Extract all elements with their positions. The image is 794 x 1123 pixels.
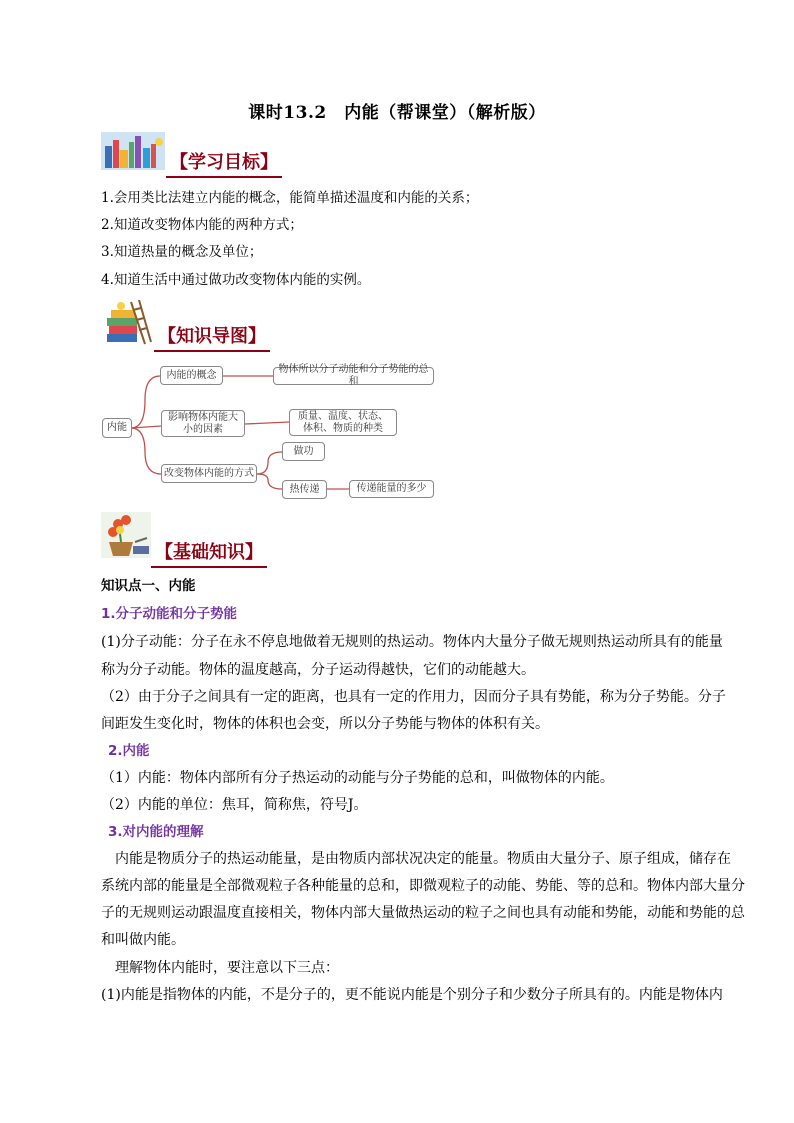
objective-item: 1.会用类比法建立内能的概念，能简单描述温度和内能的关系；: [101, 190, 479, 206]
subsection-heading: 2.内能: [108, 743, 150, 759]
paragraph-line: 称为分子动能。物体的温度越高，分子运动得越快，它们的动能越大。: [101, 662, 535, 678]
objective-item: 3.知道热量的概念及单位；: [101, 244, 263, 260]
mindmap-factors-desc-node: 质量、温度、状态、体积、物质的种类: [289, 409, 397, 436]
paragraph-line: 系统内部的能量是全部微观粒子各种能量的总和，即微观粒子的动能、势能、等的总和。物体内部大量分: [101, 878, 745, 894]
paragraph-line: 子的无规则运动跟温度直接相关，物体内部大量做热运动的粒子之间也具有动能和势能，动能和势能的总: [101, 905, 745, 921]
mindmap-heat-desc-node: 传递能量的多少: [349, 480, 434, 498]
basics-heading: 【基础知识】: [151, 540, 267, 568]
paragraph-line: （2）内能的单位：焦耳，简称焦，符号J。: [101, 797, 368, 813]
paragraph-line: (1)分子动能：分子在永不停息地做着无规则的热运动。物体内大量分子做无规则热运动所具有的能量: [101, 634, 723, 650]
paragraph-line: 和叫做内能。: [101, 932, 185, 948]
mindmap-root-node: 内能: [102, 418, 132, 438]
flower-pot-icon: [101, 512, 151, 558]
mindmap-work-node: 做功: [282, 442, 325, 461]
mindmap-concept-node: 内能的概念: [160, 366, 223, 385]
mindmap-methods-node: 改变物体内能的方式: [161, 464, 257, 483]
mindmap-heading: 【知识导图】: [154, 324, 270, 352]
page-title: 课时13.2 内能（帮课堂）（解析版）: [248, 103, 546, 123]
mindmap-connectors: [0, 0, 794, 520]
subsection-heading: 3.对内能的理解: [108, 824, 204, 840]
paragraph-line: 内能是物质分子的热运动能量，是由物质内部状况决定的能量。物质由大量分子、原子组成，储存在: [115, 851, 731, 867]
mindmap-concept-desc-node: 物体所以分子动能和分子势能的总和: [273, 367, 434, 385]
mindmap-factors-node: 影响物体内能大小的因素: [161, 410, 245, 437]
subsection-heading: 1.分子动能和分子势能: [101, 606, 238, 622]
mindmap-heat-node: 热传递: [282, 480, 327, 499]
objective-item: 2.知道改变物体内能的两种方式；: [101, 217, 303, 233]
paragraph-line: （1）内能：物体内部所有分子热运动的动能与分子势能的总和，叫做物体的内能。: [101, 770, 614, 786]
objectives-heading: 【学习目标】: [166, 150, 282, 178]
paragraph-line: （2）由于分子之间具有一定的距离，也具有一定的作用力，因而分子具有势能，称为分子势能。分子: [101, 689, 726, 705]
paragraph-line: 间距发生变化时，物体的体积也会变，所以分子势能与物体的体积有关。: [101, 716, 549, 732]
knowledge-point-heading: 知识点一、内能: [101, 578, 196, 594]
paragraph-line: 理解物体内能时，要注意以下三点：: [115, 960, 339, 976]
paragraph-line: (1)内能是指物体的内能，不是分子的，更不能说内能是个别分子和少数分子所具有的。内能是物体内: [101, 987, 723, 1003]
objective-item: 4.知道生活中通过做功改变物体内能的实例。: [101, 272, 371, 288]
